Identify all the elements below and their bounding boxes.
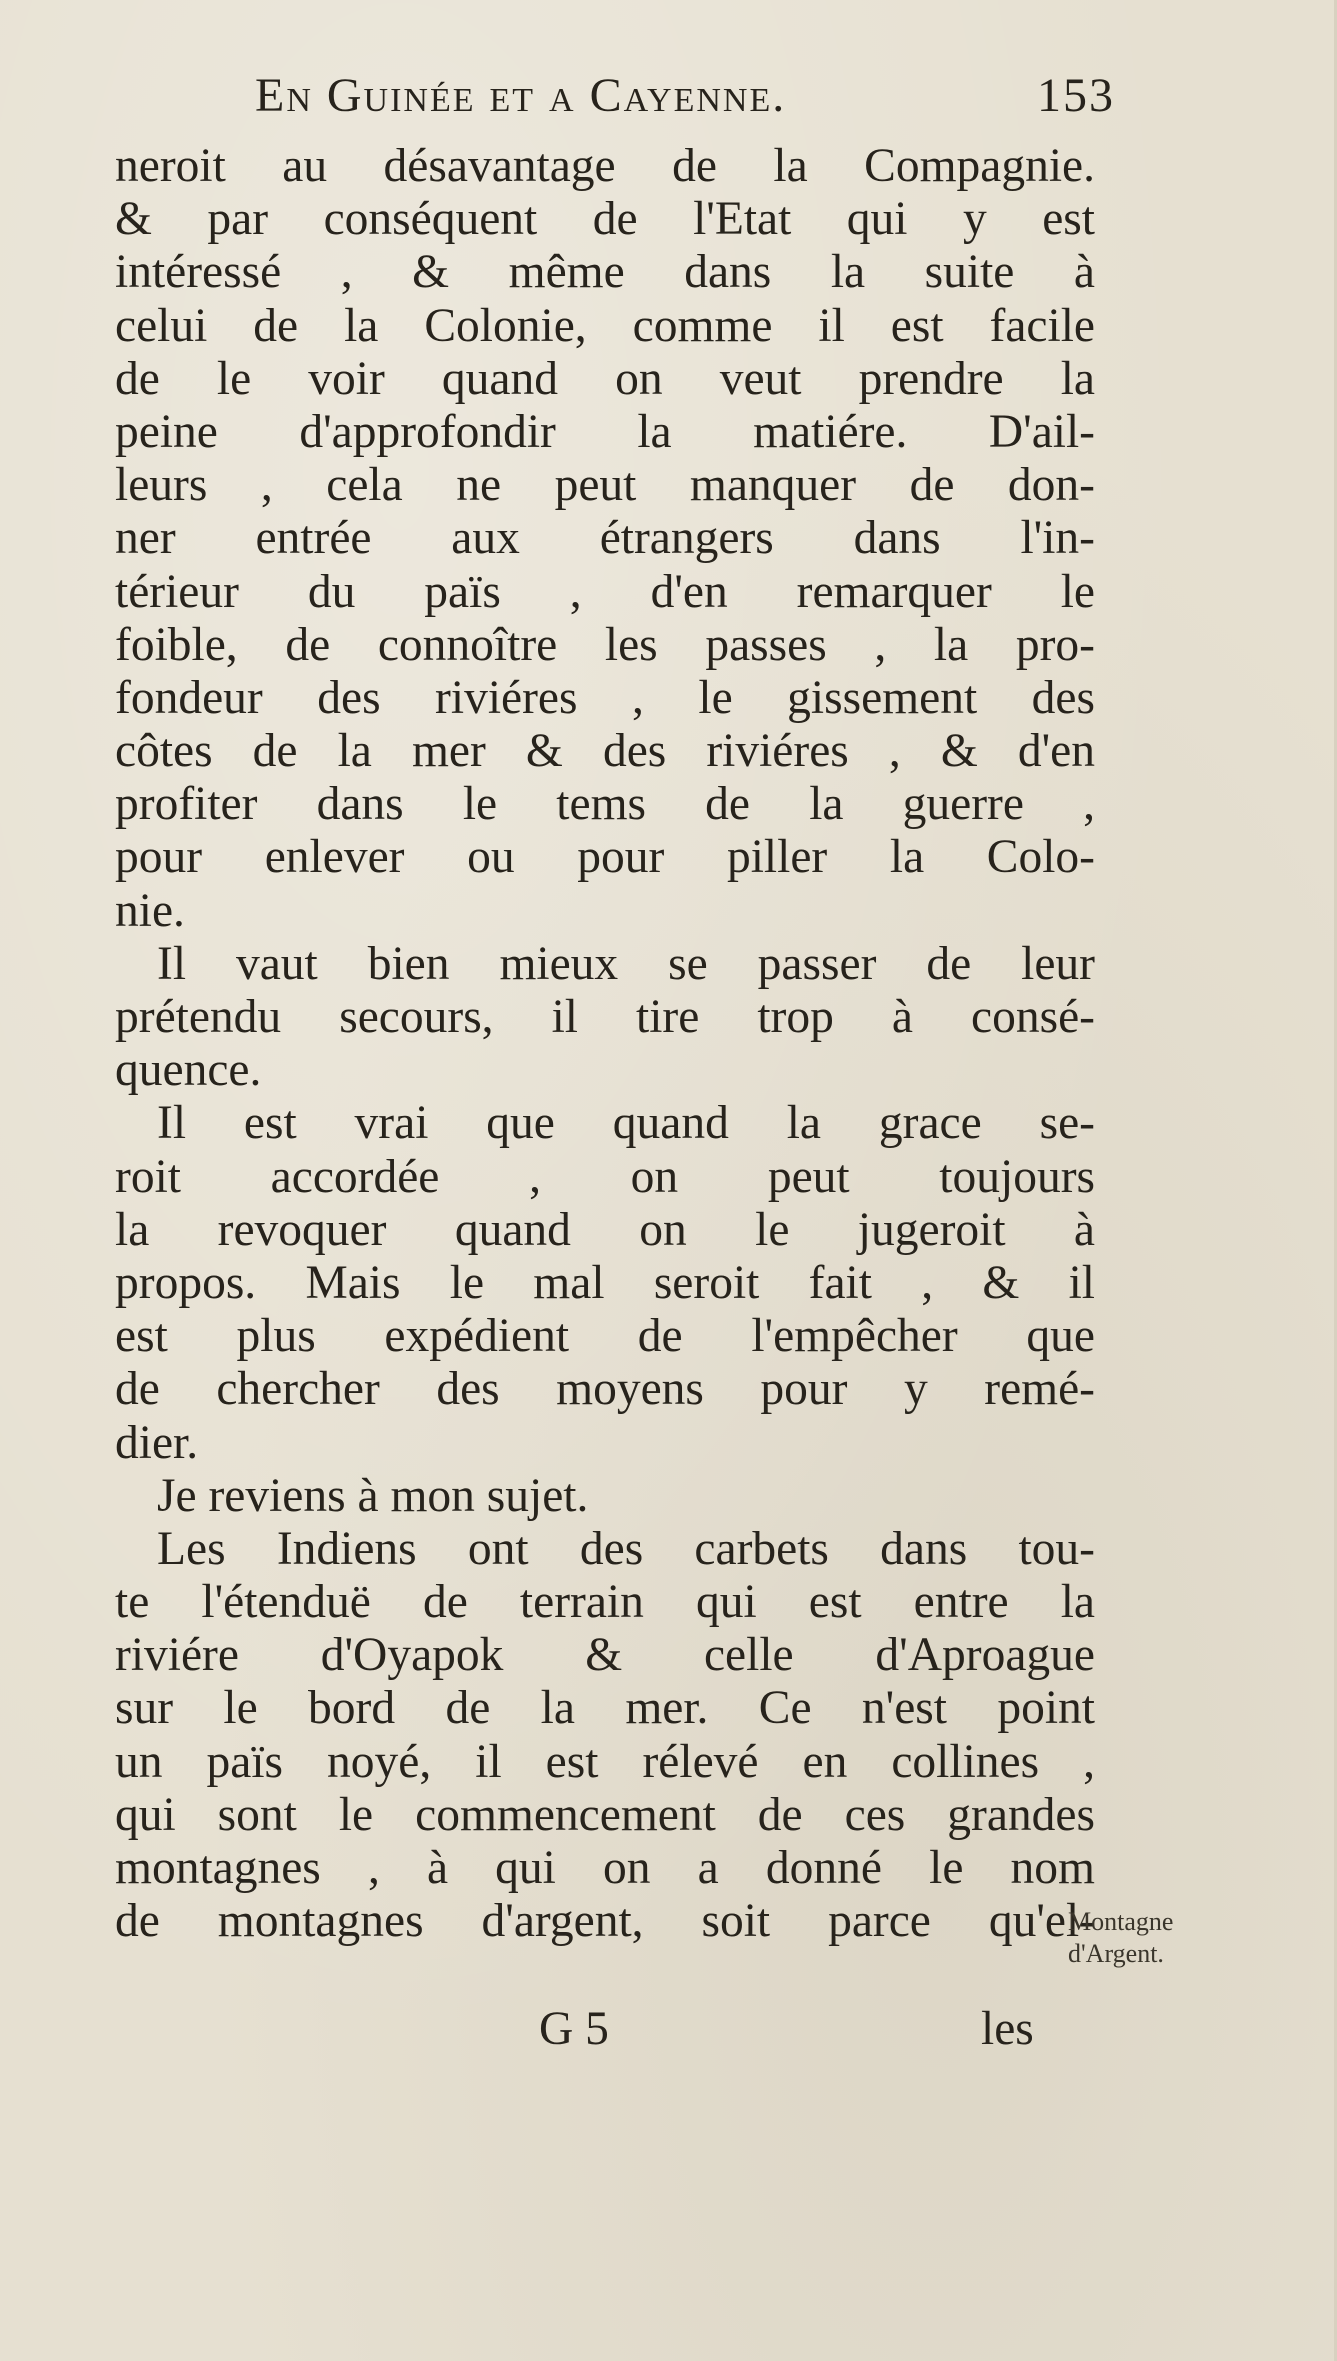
running-head-title: En Guinée et a Cayenne.	[255, 69, 787, 122]
margin-note-line: d'Argent.	[1068, 1939, 1164, 1968]
text-line: celui de la Colonie, comme il est facile	[115, 299, 1095, 352]
text-line: ner entrée aux étrangers dans l'in-	[115, 512, 1095, 565]
margin-note	[1068, 1906, 1268, 1970]
text-line: pour enlever ou pour piller la Colo-	[115, 831, 1095, 884]
body-text	[115, 140, 1095, 1948]
text-line: intéressé , & même dans la suite à	[115, 246, 1095, 299]
page-footer	[115, 2002, 1095, 2056]
text-line: propos. Mais le mal seroit fait , & il	[115, 1256, 1095, 1309]
text-line: qui sont le commencement de ces grandes	[115, 1788, 1095, 1841]
text-line: dier.	[115, 1416, 199, 1469]
text-line: sur le bord de la mer. Ce n'est point	[115, 1682, 1095, 1735]
text-line: Il vaut bien mieux se passer de leur	[157, 937, 1095, 990]
text-line: de chercher des moyens pour y remé-	[115, 1363, 1095, 1416]
text-line: un païs noyé, il est rélevé en collines ,	[115, 1735, 1095, 1788]
text-line: est plus expédient de l'empêcher que	[115, 1310, 1095, 1363]
text-line: prétendu secours, il tire trop à consé-	[115, 991, 1095, 1043]
margin-note-line: Montagne	[1068, 1907, 1174, 1936]
page-number: 153	[1037, 69, 1115, 122]
text-line: nie.	[115, 884, 185, 937]
text-line: quence.	[115, 1044, 262, 1097]
catchword: les	[981, 2003, 1034, 2055]
text-line: de montagnes d'argent, soit parce qu'el-	[115, 1895, 1095, 1948]
text-line: riviére d'Oyapok & celle d'Aproague	[115, 1629, 1095, 1682]
text-line: de le voir quand on veut prendre la	[115, 352, 1095, 405]
text-line: roit accordée , on peut toujours	[115, 1150, 1095, 1203]
text-line: & par conséquent de l'Etat qui y est	[115, 193, 1095, 246]
text-line: côtes de la mer & des riviéres , & d'en	[115, 725, 1095, 778]
text-line: Je reviens à mon sujet.	[157, 1469, 589, 1522]
text-line: peine d'approfondir la matiére. D'ail-	[115, 405, 1095, 458]
text-line: profiter dans le tems de la guerre ,	[115, 778, 1095, 831]
text-line: Il est vrai que quand la grace se-	[157, 1097, 1095, 1150]
text-line: Les Indiens ont des carbets dans tou-	[157, 1522, 1095, 1575]
text-line: foible, de connoître les passes , la pro-	[115, 618, 1095, 671]
text-line: la revoquer quand on le jugeroit à	[115, 1203, 1095, 1256]
text-line: térieur du païs , d'en remarquer le	[115, 565, 1095, 618]
text-line: montagnes , à qui on a donné le nom	[115, 1842, 1095, 1894]
signature-mark: G 5	[539, 2003, 609, 2055]
text-line: fondeur des riviéres , le gissement des	[115, 671, 1095, 724]
text-line: neroit au désavantage de la Compagnie.	[115, 140, 1095, 192]
text-line: leurs , cela ne peut manquer de don-	[115, 459, 1095, 512]
text-line: te l'étenduë de terrain qui est entre la	[115, 1576, 1095, 1629]
running-head	[255, 68, 1115, 128]
